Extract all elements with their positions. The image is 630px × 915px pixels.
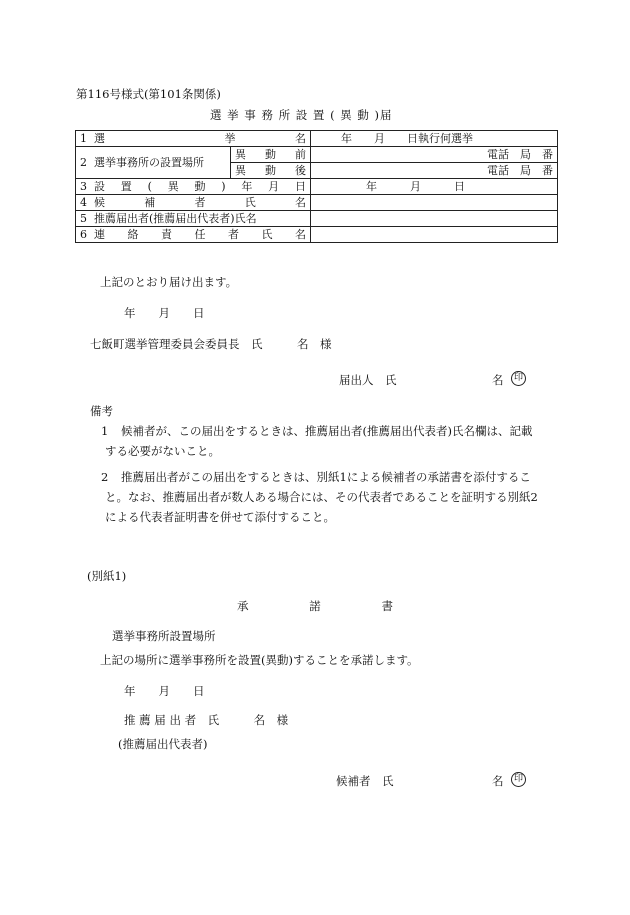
- applicant-name-label: 名: [492, 373, 504, 387]
- candidate-label: 候補者 氏: [336, 774, 394, 788]
- row-election: 1 選 挙 名 年 月 日執行何選挙: [76, 131, 558, 147]
- recommender-representative: (推薦届出代表者): [118, 737, 208, 751]
- addressee: 七飯町選挙管理委員会委員長 氏 名 様: [90, 337, 332, 351]
- row-contact-name: 6 連 絡 責 任 者 氏 名: [76, 227, 558, 243]
- office-location: 選挙事務所設置場所: [112, 629, 216, 643]
- candidate-seal-icon: 印: [511, 772, 526, 787]
- candidate-name-label: 名: [492, 774, 504, 788]
- candidate-name-value[interactable]: [311, 195, 558, 211]
- recommender-name-value[interactable]: [311, 211, 558, 227]
- row-candidate-name: 4 候 補 者 氏 名: [76, 195, 558, 211]
- consent-text: 上記の場所に選挙事務所を設置(異動)することを承諾します。: [100, 653, 419, 667]
- declaration: 上記のとおり届け出ます。: [100, 275, 238, 289]
- row-office-after: 異 動 後 電話 局 番: [76, 163, 558, 179]
- annex-label: (別紙1): [87, 569, 127, 583]
- election-value[interactable]: 年 月 日執行何選挙: [311, 131, 558, 147]
- setup-date-value[interactable]: 年 月 日: [311, 179, 558, 195]
- form-number: 第116号様式(第101条関係): [76, 87, 221, 101]
- office-after-value[interactable]: 電話 局 番: [311, 163, 558, 179]
- filing-date: 年 月 日: [124, 306, 205, 320]
- consent-title: 承 諾 書: [237, 599, 393, 613]
- row-setup-date: 3 設 置 ( 異 動 ) 年 月 日 年 月 日: [76, 179, 558, 195]
- applicant-seal-icon: 印: [511, 371, 526, 386]
- note-2: 2 推薦届出者がこの届出をするときは、別紙1による候補者の承諾書を添付するこ と。なお、推薦届出者が数人ある場合には、その代表者であることを証明する別紙2 による代表者証明書を併せて添付すること。: [101, 470, 538, 524]
- row-recommender-name: 5 推薦届出者(推薦届出代表者)氏名: [76, 211, 558, 227]
- form-title: 選 挙 事 務 所 設 置 ( 異 動 )届: [210, 108, 393, 122]
- row-office-before: 2 選挙事務所の設置場所 異 動 前 電話 局 番: [76, 147, 558, 163]
- recommender-line: 推 薦 届 出 者 氏 名 様: [124, 713, 289, 727]
- remarks-heading: 備考: [90, 404, 113, 418]
- office-before-value[interactable]: 電話 局 番: [311, 147, 558, 163]
- form-table: [75, 130, 558, 243]
- contact-name-value[interactable]: [311, 227, 558, 243]
- consent-date: 年 月 日: [124, 684, 205, 698]
- note-1: 1 候補者が、この届出をするときは、推薦届出者(推薦届出代表者)氏名欄は、記載 する必要がないこと。: [101, 424, 533, 458]
- applicant-label: 届出人 氏: [339, 373, 397, 387]
